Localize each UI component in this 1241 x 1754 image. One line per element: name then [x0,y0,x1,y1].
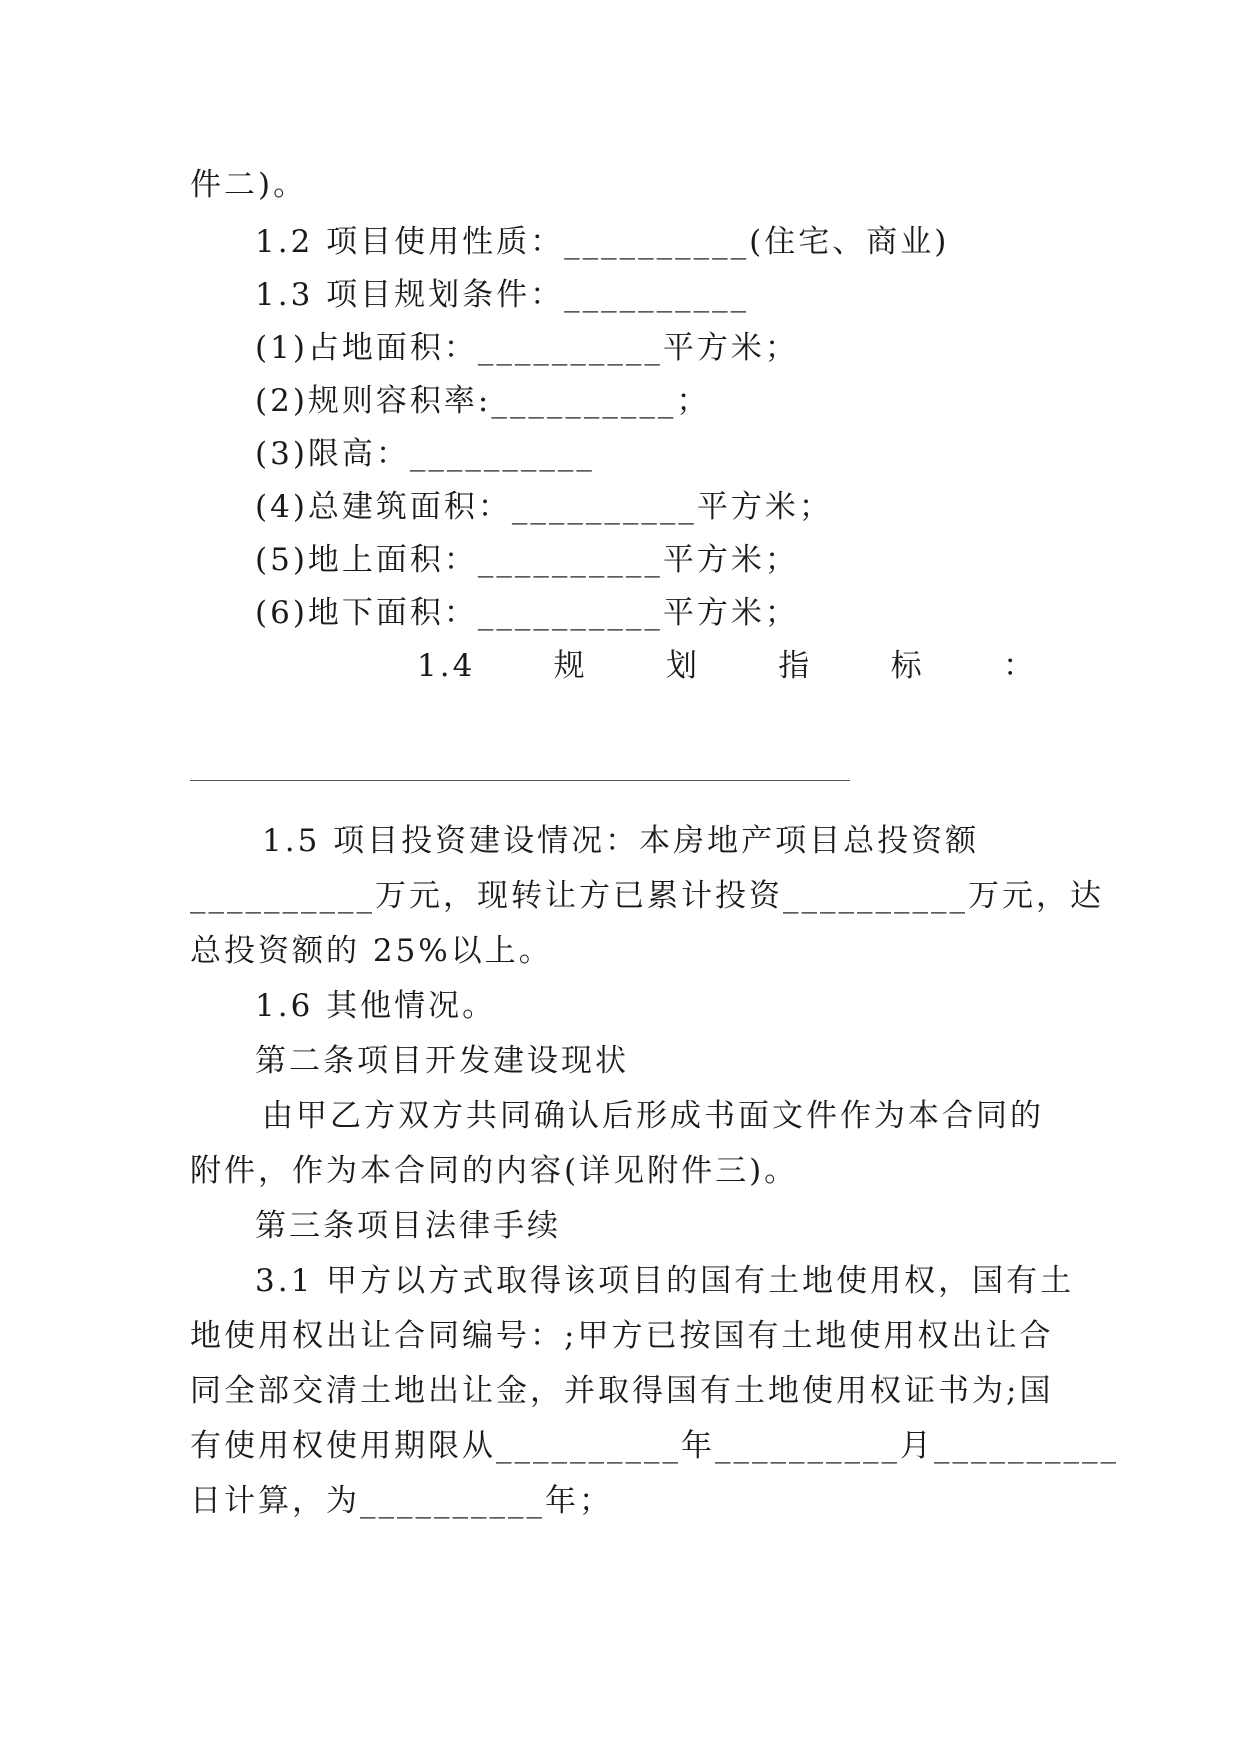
paragraph-line: 有使用权使用期限从__________年__________月__________ [190,1428,1119,1464]
item-1-3-planning: 1.3 项目规划条件：__________ [255,277,750,313]
item-1-6-other: 1.6 其他情况。 [255,988,497,1024]
item-1-2-usage: 1.2 项目使用性质：__________(住宅、商业) [255,224,950,260]
planning-above-ground-area: (5)地上面积：__________平方米； [255,542,799,578]
planning-land-area: (1)占地面积：__________平方米； [255,330,799,366]
planning-height-limit: (3)限高：__________ [255,436,595,472]
planning-total-floor-area: (4)总建筑面积：__________平方米； [255,489,833,525]
heading-part: 规 [553,648,588,684]
investment-line-text: 1.5 项目投资建设情况：本房地产项目总投资额 [262,823,980,859]
heading-part: ： [1002,648,1037,684]
item-1-5-investment [262,812,1050,870]
heading-part: 1.4 [417,648,476,684]
heading-part: 标 [890,648,925,684]
heading-part: 指 [778,648,813,684]
item-1-4-heading [417,637,1037,695]
paragraph-line: 地使用权出让合同编号：;甲方已按国有土地使用权出让合 [190,1318,1054,1354]
planning-underground-area: (6)地下面积：__________平方米； [255,595,799,631]
blank-fill-line [190,780,850,781]
article-2-heading: 第二条项目开发建设现状 [255,1043,629,1079]
paragraph-line: 同全部交清土地出让金，并取得国有土地使用权证书为;国 [190,1373,1054,1409]
heading-part: 划 [665,648,700,684]
paragraph-line: 件二)。 [190,167,308,203]
paragraph-line: 附件，作为本合同的内容(详见附件三)。 [190,1153,799,1189]
item-3-1-land-rights: 3.1 甲方以方式取得该项目的国有土地使用权，国有土 [255,1263,1075,1299]
article-3-heading: 第三条项目法律手续 [255,1208,561,1244]
planning-plot-ratio: (2)规则容积率:__________； [255,383,711,419]
paragraph-line: 由甲乙方双方共同确认后形成书面文件作为本合同的 [262,1098,1044,1134]
paragraph-line: 日计算，为__________年； [190,1483,613,1519]
paragraph-line: 总投资额的 25%以上。 [190,933,553,969]
paragraph-line: __________万元，现转让方已累计投资__________万元，达 [190,878,1104,914]
